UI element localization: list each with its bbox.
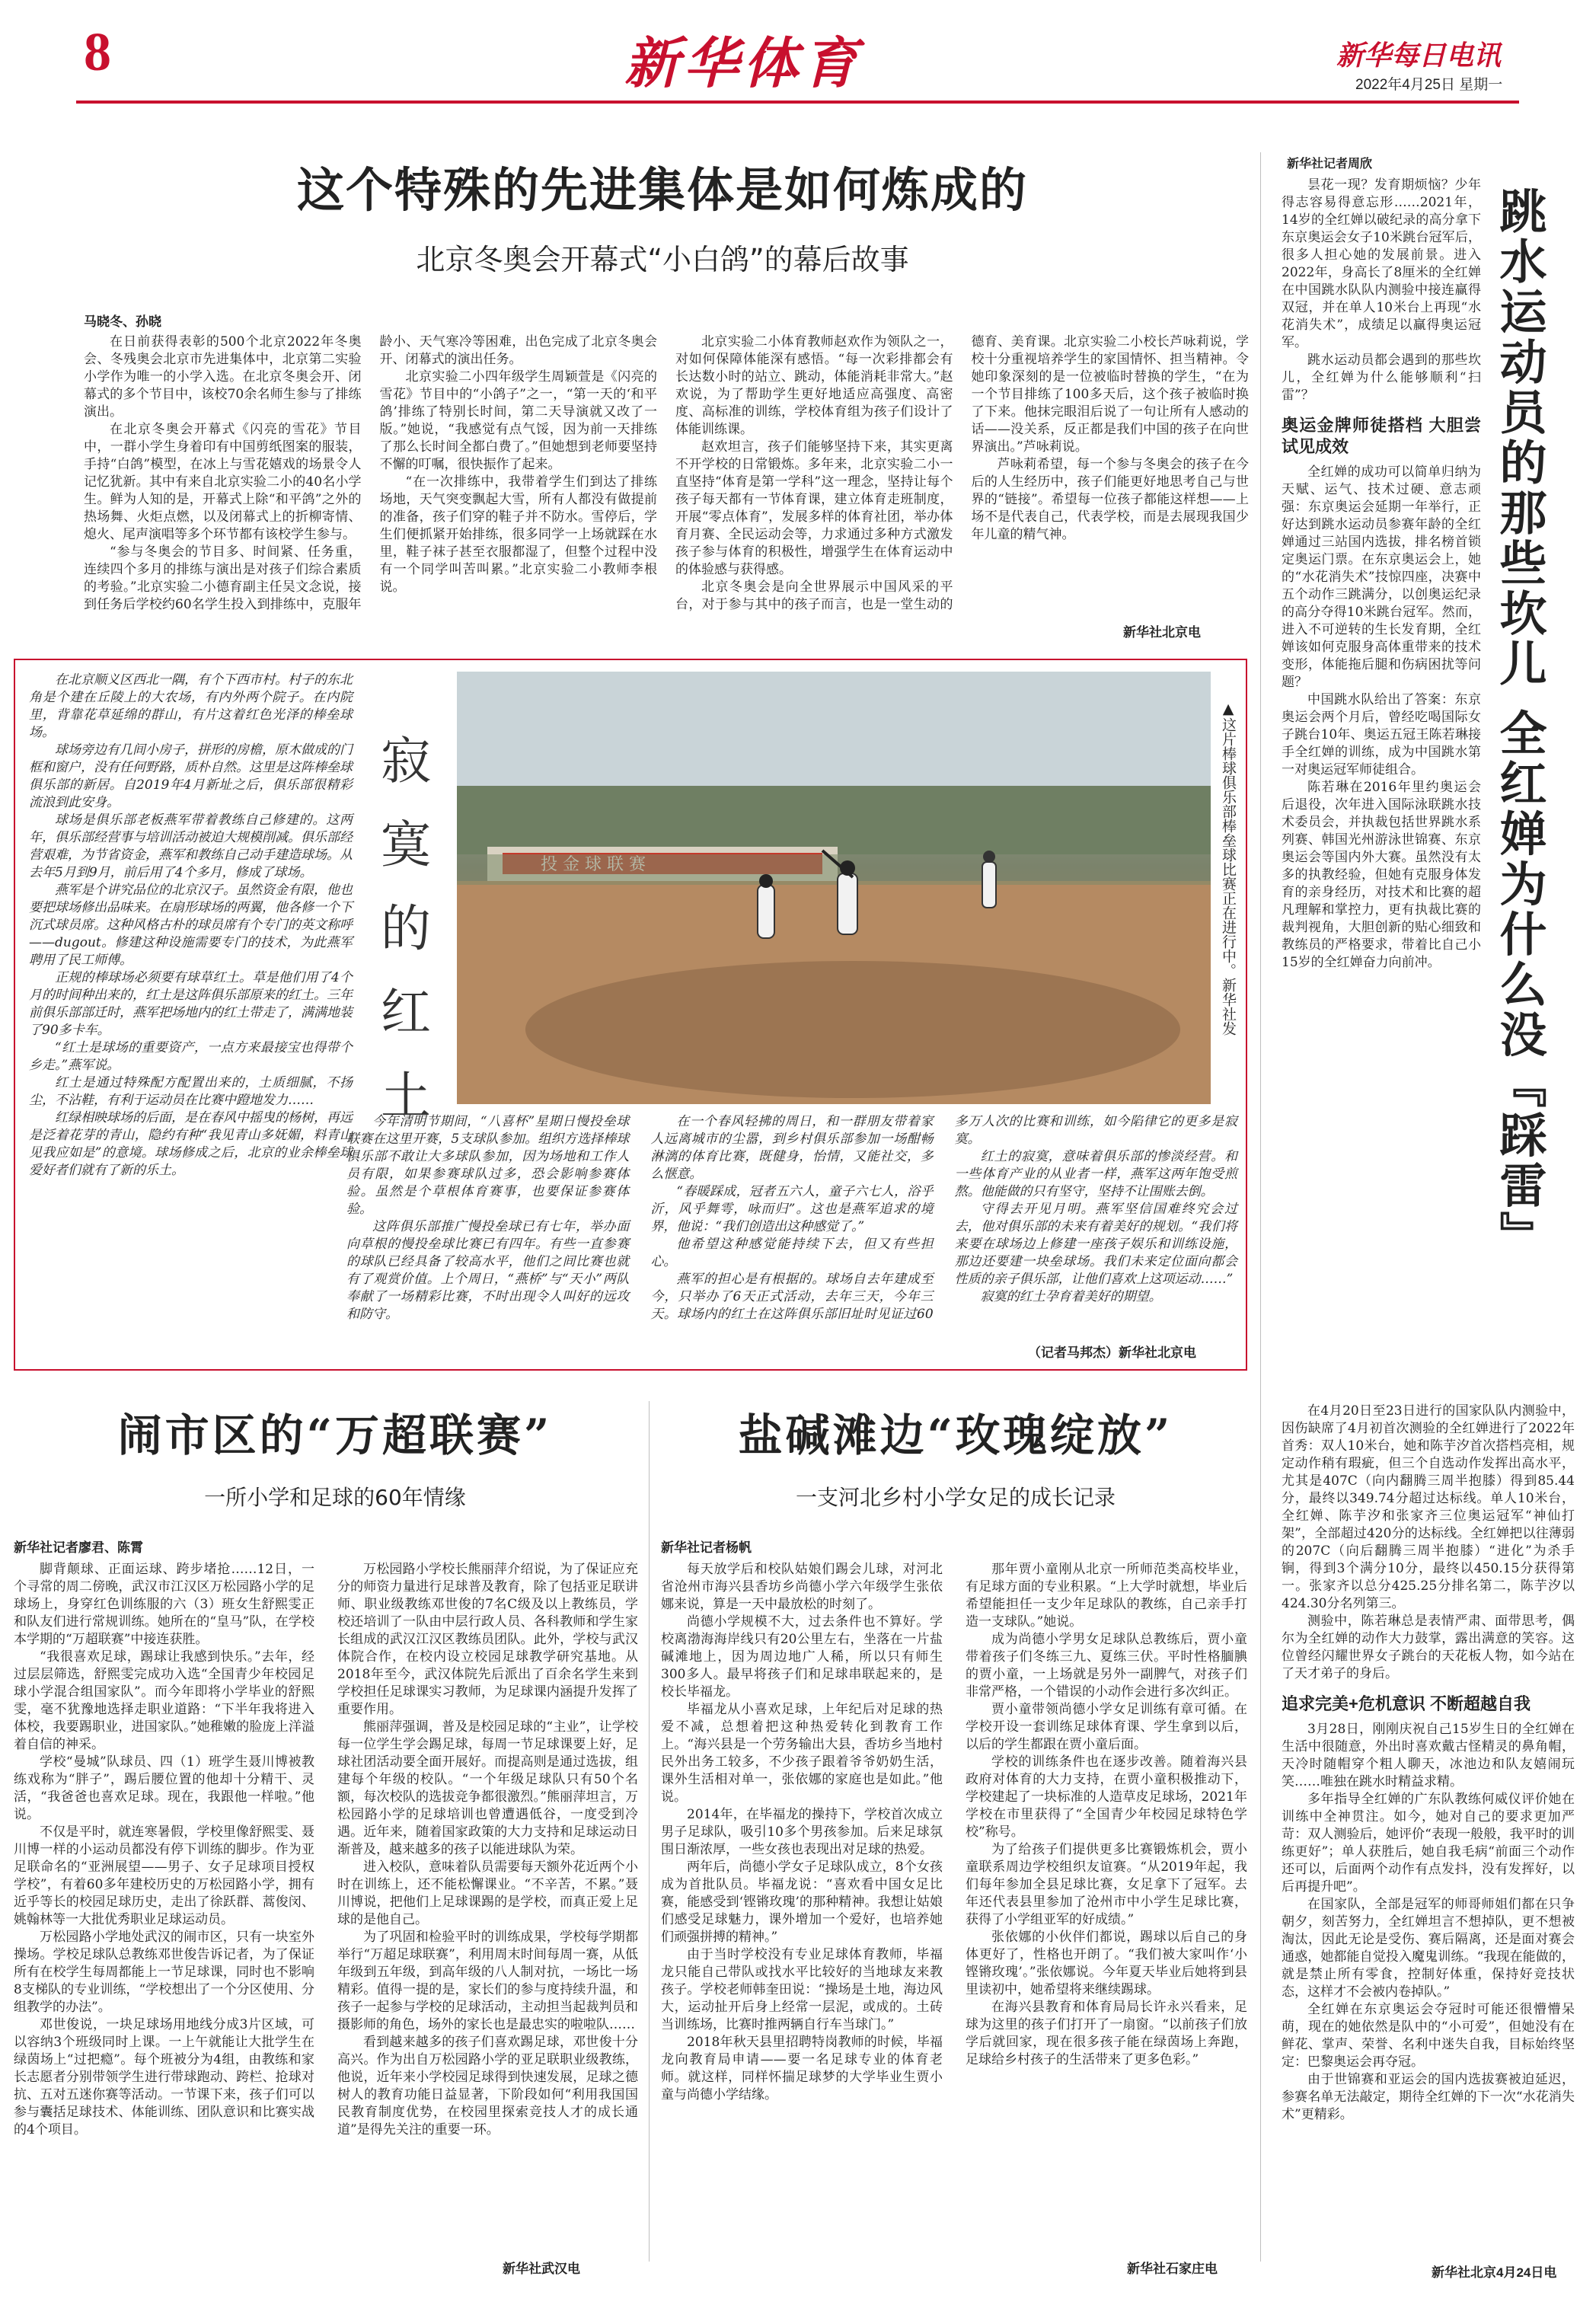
story-left-paragraph: 邓世俊说，一块足球场用地线分成3片区域，可以容纳3个班级同时上课。一上午就能让大批学生在绿茵场上“过把瘾”。每个班被分为4组，由教练和家长志愿者分别带领学生进行带球跑动、跨栏、抢球对抗、五对五迷你赛等活动。一节课下来，孩子们可以参与囊括足球技术、体能训练、团队意识和比赛实战的4个项目。 — [14, 2017, 314, 2137]
feature-credit: （记者马邦杰）新华社北京电 — [1028, 1346, 1196, 1360]
story-right-paragraph: 毕福龙从小喜欢足球，上年纪后对足球的热爱不减，总想着把这种热爱转化到教育工作上。“海兴县是一个劳务输出大县，香坊乡当地村民外出务工较多，不少孩子跟着爷爷奶奶生活，课外生活相对单一，张依娜的家庭也是如此。”他说。 — [661, 1702, 943, 1805]
lead-byline: 马晓冬、孙晓 — [84, 314, 161, 329]
story-left-byline: 新华社记者廖君、陈霄 — [14, 1540, 143, 1555]
side-paragraph: 在国家队，全部是冠军的师哥师姐们都在只争朝夕，刻苦努力，全红婵坦言不想掉队，更不想被淘汰，因此无论是受伤、赛后隔离，还是面对赛会通惑，她都能自觉投入魔鬼训练。“我现在能做的，就是禁止所有零食，控制好体重，保持好竞技状态，这样才不会被内卷掉队。” — [1282, 1897, 1575, 2000]
lead-credit: 新华社北京电 — [1123, 625, 1201, 640]
story-left-paragraph: 学校“曼城”队球员、四（1）班学生聂川博被教练戏称为“胖子”，踢后腰位置的他却十分精干、灵活，“我爸爸也喜欢足球。现在，我跟他一样啦。”他说。 — [14, 1754, 314, 1822]
story-left-credit: 新华社武汉电 — [503, 2262, 580, 2276]
story-left-subtitle: 一所小学和足球的60年情缘 — [204, 1485, 466, 1510]
section-title: 新华体育 — [624, 30, 863, 95]
lead-title: 这个特殊的先进集体是如何炼成的 — [296, 162, 1028, 218]
lead-body — [84, 334, 1249, 638]
feature-paragraph: 在一个春风轻拂的周日，和一群朋友带着家人远离城市的尘嚣，到乡村俱乐部参加一场酣畅淋漓的体育比赛，既健身，怡情，又能社交，多么惬意。 — [650, 1114, 934, 1182]
side-paragraph: 测验中，陈若琳总是表情严肃、面带思考，偶尔为全红婵的动作大力鼓掌，露出满意的笑容。这位曾经闪耀世界女子跳台的天花板人物，如今站在了天才弟子的身后。 — [1282, 1614, 1575, 1681]
side-paragraph: 陈若琳在2016年里约奥运会后退役，次年进入国际泳联跳水技术委员会，并执裁包括世界跳水系列赛、韩国光州游泳世锦赛、东京奥运会等国内外大赛。虽然没有太多的执教经验，但她有克服身体发育的亲身经历，对技术和比赛的超凡理解和掌控力，更有执裁比赛的裁判视角，大胆创新的贴心细致和教练员的严格要求，带着比自己小15岁的全红婵奋力向前冲。 — [1282, 780, 1481, 970]
paper-name: 新华每日电讯 — [1336, 40, 1502, 72]
feature-body-right — [346, 1113, 1237, 1342]
feature-paragraph: 寂寞的红土孕育着美好的期望。 — [980, 1289, 1162, 1304]
page-number: 8 — [84, 21, 111, 82]
baseball-photo-art — [457, 672, 1211, 1104]
story-left-paragraph: 万松园路小学地处武汉的闹市区，只有一块室外操场。学校足球队总教练邓世俊告诉记者，为了保证所有在校学生每周都能上一节足球课，同时也不影响8支梯队的专业训练，“学校想出了一个分区使用、分组教学的办法”。 — [14, 1930, 314, 2015]
feature-paragraph: 红绿相映球场的后面，是在春风中摇曳的杨树，再远是泛着花芽的青山，隐约有种“我见青山多妩媚，料青山见我应如是”的意境。球场修成之后，北京的业余棒垒球爱好者们就有了新的乐土。 — [29, 1110, 353, 1178]
photo-caption: ▲这片棒球俱乐部棒垒球比赛正在进行中。新华社发 — [1220, 701, 1237, 1036]
masthead-rule — [76, 101, 1519, 104]
side-paragraph: 由于世锦赛和亚运会的国内选拔赛被迫延迟，参赛名单无法敲定，期待全红婵的下一次“水花消失术”更精彩。 — [1282, 2072, 1575, 2122]
side-subhead: 奥运金牌师徒搭档 大胆尝试见成效 — [1282, 416, 1481, 456]
story-right-paragraph: 成为尚德小学男女足球队总教练后，贾小童带着孩子们冬练三九、夏练三伏。平时性格腼腆的贾小童，一上场就是另外一副脾气，对孩子们非常严格，一个错误的小动作会进行多次纠正。 — [966, 1632, 1247, 1700]
side-paragraph: 全红婵的成功可以简单归纳为天赋、运气、技术过硬、意志顽强：东京奥运会延期一年举行，正好达到跳水运动员参赛年龄的全红婵通过三站国内选拔，排名榜首锁定奥运门票。在东京奥运会上，她的“水花消失术”技惊四座，决赛中五个动作三跳满分，以创奥运纪录的高分夺得10米跳台冠军。然而，进入不可逆转的生长发育期，全红婵该如何克服身高体重带来的技术变形，体能拖后腿和伤病困扰等问题？ — [1282, 464, 1481, 690]
story-right-paragraph: 2014年，在毕福龙的操持下，学校首次成立男子足球队，吸引10多个男孩参加。后来足球氛围日渐浓厚，一些女孩也表现出对足球的热爱。 — [661, 1807, 943, 1857]
story-left-paragraph: 为了巩固和检验平时的训练成果，学校每学期都举行“万超足球联赛”，利用周末时间每周一赛，从低年级到五年级，到高年级的八人制对抗，一场比一场精彩。值得一提的是，家长们的参与度持续升温，和孩子一起参与学校的足球活动，主动担当起裁判员和摄影师的角色，场外的家长也是最忠实的啦啦队…… — [337, 1930, 638, 2032]
story-right-subtitle: 一支河北乡村小学女足的成长记录 — [795, 1485, 1116, 1510]
story-left-paragraph: 熊丽萍强调，普及是校园足球的“主业”，让学校每一位学生学会踢足球，每周一节足球课要上好，足球社团活动要全面开展好。而提高则是通过选拔，组建每个年级的校队。“一个年级足球队只有50个名额，每次校队的选拔竞争都很激烈。”熊丽萍坦言，万松园路小学的足球培训也曾遭遇低谷，一度受到冷遇。近年来，随着国家政策的大力支持和足球运动日渐普及，越来越多的孩子以能进球队为荣。 — [337, 1719, 638, 1857]
story-left-paragraph: 脚背颠球、正面运球、跨步堵抢……12日，一个寻常的周二傍晚，武汉市江汉区万松园路小学的足球场上，身穿红色训练服的六（3）班女生舒熙雯正和队友们进行常规训练。她所在的“皇马”队，在学校本学期的“万超联赛”中接连获胜。 — [14, 1562, 314, 1647]
story-right-paragraph: 那年贾小童刚从北京一所师范类高校毕业，有足球方面的专业积累。“上大学时就想，毕业后希望能担任一支少年足球队的教练，自己亲手打造一支球队。”她说。 — [966, 1562, 1247, 1630]
feature-paragraph: 正规的棒球场必须要有球草红土。草是他们用了4个月的时间种出来的，红土是这阵俱乐部原来的红土。三年前俱乐部部迁时，燕军把场地内的红土带走了，满满地装了90多卡车。 — [29, 970, 353, 1038]
feature-paragraph: 在北京顺义区西北一隅，有个下西市村。村子的东北角是个建在丘陵上的大农场，有内外两个院子。在内院里，背靠花草延绵的群山，有片这着红色光泽的棒垒球场。 — [29, 672, 353, 740]
feature-title-char: 红 — [381, 983, 431, 1042]
issue-date: 2022年4月25日 星期一 — [1355, 77, 1503, 93]
story-right-paragraph: 两年后，尚德小学女子足球队成立，8个女孩成为首批队员。毕福龙说：“喜欢看中国女足比赛，能感受到‘铿锵玫瑰’的那种精神。我想让姑娘们感受足球魅力，课外增加一个爱好，也培养她们顽强拼搏的精神。” — [661, 1859, 943, 1945]
lead-paragraph: 在北京冬奥会开幕式《闪亮的雪花》节目中，一群小学生身着印有中国剪纸图案的服装，手持“白鸽”模型，在冰上与雪花嬉戏的场景令人记忆犹新。其中有来自北京实验二小的40名小学生。鲜为人知的是，开幕式上除“和平鸽”之外的热场舞、火炬点燃，以及闭幕式上的折柳寄情、熄火、尾声演唱等多个环节都有该校学生参与。 — [84, 422, 362, 542]
lead-paragraph: “在一次排练中，我带着学生们到达了排练场地，天气突变飘起大雪，所有人都没有做提前的准备，孩子们穿的鞋子并不防水。雪停后，学生们便抓紧开始排练，很多同学一上场就踩在水里，鞋子袜子甚至衣服都湿了，但整个过程中没有一个同学叫苦叫累。”北京实验二小教师李根说。 — [379, 474, 657, 595]
feature-paragraph: 他希望这种感觉能持续下去，但又有些担心。 — [650, 1237, 934, 1269]
side-paragraph: 昙花一现？发育期烦恼？少年得志容易得意忘形……2021年，14岁的全红婵以破纪录的高分拿下东京奥运会女子10米跳台冠军后，很多人担心她的发展前景。进入2022年，身高长了8厘米的全红婵在中国跳水队队内测验中接连赢得双冠，并在单人10米台上再现“水花消失术”，成绩足以赢得奥运冠军。 — [1282, 177, 1481, 350]
story-right-paragraph: 在海兴县教育和体育局局长许永兴看来，足球为这里的孩子们打开了一扇窗。“以前孩子们放学后就回家，现在很多孩子能在绿茵场上奔跑，足球给乡村孩子的生活带来了更多色彩。” — [966, 2000, 1247, 2067]
feature-paragraph: “红土是球场的重要资产，一点方来最接宝也得带个乡走。”燕军说。 — [29, 1040, 353, 1073]
feature-title-char: 土 — [381, 1067, 431, 1125]
story-right-paragraph: 学校的训练条件也在逐步改善。随着海兴县政府对体育的大力支持，在贾小童积极推动下，学校建起了一块标准的人造草皮足球场，2021年学校在市里获得了“全国青少年校园足球特色学校”称号。 — [966, 1754, 1247, 1840]
lead-paragraph: “参与冬奥会的节目多、时间紧、任务重，连续四个多月的排练与演出是对孩子们综合素质的考验。”北京实验二小德育副主任吴文念说，接到任务后学校约60名学生投入到排练中，克服年龄小、天气寒冷等困难，出色完成了北京冬奥会开、闭幕式的演出任务。 — [84, 334, 657, 612]
baseball-photo — [457, 672, 1211, 1104]
story-right-credit: 新华社石家庄电 — [1127, 2262, 1218, 2276]
feature-paragraph: “春暖踩成，冠者五六人，童子六七人，浴乎沂，风乎舞雩，咏而归”。这也是燕军追求的境界，他说：“我们创造出这种感觉了。” — [650, 1184, 934, 1234]
story-right-paragraph: 尚德小学规模不大，过去条件也不算好。学校离渤海海岸线只有20公里左右，坐落在一片盐碱滩地上，因为周边地广人稀，所以只有师生300多人。最早将孩子们和足球串联起来的，是校长毕福龙。 — [661, 1614, 943, 1700]
feature-body-left — [29, 672, 353, 1357]
side-body-lower — [1282, 1403, 1575, 2255]
side-paragraph: 在4月20日至23日进行的国家队队内测验中，因伤缺席了4月初首次测验的全红婵进行了2022年首秀：双人10米台，她和陈芋汐首次搭档亮相，规定动作稍有瑕疵，但三个自选动作发挥出高水平，尤其是407C（向内翻腾三周半抱膝）得到85.44分，最终以349.74分超过达标线。单人10米台，全红婵、陈芋汐和张家齐三位奥运冠军“神仙打架”，全部超过420分的达标线。全红婵把以往薄弱的207C（向后翻腾三周半抱膝）“进化”为杀手锏，得到3个满分10分，最终以450.15分获得第一。张家齐以总分425.25分排名第二，陈芋汐以424.30分名列第三。 — [1282, 1403, 1575, 1611]
feature-paragraph: 这阵俱乐部推广慢投垒球已有七年，举办面向草根的慢投垒球比赛已有四年。有些一直参赛的球队已经具备了较高水平，他们之间比赛也就有了观赏价值。上个周日，“燕桥”与“天小”两队奉献了一场精彩比赛，不时出现令人叫好的远攻和防守。 — [346, 1219, 630, 1322]
side-title: 跳水运动员的那些坎儿 全红婵为什么没『踩雷』 — [1492, 187, 1547, 1262]
story-left-paragraph: 进入校队，意味着队员需要每天额外花近两个小时在训练上，还不能松懈课业。“不辛苦，不累。”聂川博说，把他们上足球课踢的是学校，而真正爱上足球的是他自己。 — [337, 1859, 638, 1927]
story-left-paragraph: 不仅是平时，就连寒暑假，学校里像舒熙雯、聂川博一样的小运动员都没有停下训练的脚步。作为亚足联命名的“亚洲展望——男子、女子足球项目授权学校”，有着60多年建校历史的万松园路小学，拥有近乎等长的校园足球历史，走出了徐跃群、蒿俊闵、姚翰林等一大批优秀职业足球运动员。 — [14, 1824, 314, 1927]
side-credit: 新华社北京4月24日电 — [1432, 2265, 1557, 2280]
feature-paragraph: 燕军的担心是有根据的。球场自去年建成至今，只举办了6天正式活动，去年三天，今年三天。球场内的红土在这阵俱乐部旧址时见证过60多万人次的比赛和训练，如今陷律它的更多是寂寞。 — [650, 1114, 1237, 1322]
story-left-paragraph: 万松园路小学校长熊丽萍介绍说，为了保证应充分的师资力量进行足球普及教育，除了包括亚足联讲师、职业级教练邓世俊的7名C级及以上教练员，学校还培训了一队由中层行政人员、各科教师和学生家长组成的武汉江汉区教练员团队。此外，学校与武汉体院合作，在校内设立校园足球教学研究基地。从2018年至今，武汉体院先后派出了百余名学生来到学校担任足球课实习教师，为足球课内涵提升发挥了重要作用。 — [337, 1562, 638, 1717]
side-body — [1282, 177, 1481, 1403]
lead-paragraph: 北京实验二小体育教师赵欢作为领队之一，对如何保障体能深有感悟。“每一次彩排都会有长达数小时的站立、跳动，体能消耗非常大。”赵欢说，为了帮助学生更好地适应高强度、高密度、高标准的训练，学校体育组为孩子们设计了体能训练课。 — [675, 334, 953, 437]
feature-paragraph: 红土是通过特殊配方配置出来的，土质细腻，不扬尘，不沾鞋，有利于运动员在比赛中蹬地发力…… — [29, 1075, 353, 1108]
side-divider — [1260, 152, 1261, 2262]
feature-title-char: 寞 — [381, 816, 431, 874]
lead-paragraph: 北京实验二小四年级学生周颖萱是《闪亮的雪花》节目中的“小鸽子”之一，“第一天的‘和平鸽’排练了特别长时间，第二天导演就又改了一版。”她说，“我感觉有点气馁，因为前一天排练了那么长时间全都白费了。”但她想到老师要坚持不懈的叮嘱，很快振作了起来。 — [379, 369, 657, 472]
lead-paragraph: 赵欢坦言，孩子们能够坚持下来，其实更离不开学校的日常锻炼。多年来，北京实验二小一直坚持“体育是第一学科”这一理念，坚持让每个孩子每天都有一节体育课，建立体育走班制度，开展“零点体育”，发展多样的体育社团，举办体育月赛、全民运动会等，力求通过多种方式激发孩子参与体育的积极性，增强学生在体育运动中的体验感与获得感。 — [675, 439, 953, 577]
feature-paragraph: 守得去开见月明。燕军坚信国难终究会过去，他对俱乐部的未来有着美好的规划。“我们将来要在球场边上修建一座孩子娱乐和训练设施，那边还要建一块垒球场。我们未来定位面向都会性质的亲子俱乐部，让他们喜欢上这项运动……” — [954, 1202, 1237, 1287]
side-byline: 新华社记者周欣 — [1287, 158, 1373, 171]
side-paragraph: 3月28日，刚刚庆祝自己15岁生日的全红婵在生活中很随意，外出时喜欢戴古怪精灵的鼻角帽，天冷时随帽穿个粗人聊天，冰池边和队友嬉闹玩笑……唯独在跳水时精益求精。 — [1282, 1722, 1575, 1789]
story-left-body — [14, 1561, 638, 2254]
story-right-paragraph: 每天放学后和校队姑娘们踢会儿球，对河北省沧州市海兴县香坊乡尚德小学六年级学生张依娜来说，算是一天中最放松的时刻了。 — [661, 1562, 943, 1612]
feature-paragraph: 今年清明节期间，“八喜杯”星期日慢投垒球联赛在这里开赛，5支球队参加。组织方选择棒球俱乐部不敢让大多球队参加，因为场地和工作人员有限，如果参赛球队过多，恐会影响参赛体验。虽然是个草根体育赛事，也要保证参赛体验。 — [346, 1114, 630, 1217]
lead-paragraph: 北京冬奥会是向全世界展示中国风采的平台，对于参与其中的孩子而言，也是一堂生动的德育、美育课。北京实验二小校长芦咏莉说，学校十分重视培养学生的家国情怀、担当精神。令她印象深刻的是一位被临时替换的学生，“在为一个节目排练了100多天后，这个孩子被临时换了下来。他抹完眼泪后说了一句让所有人感动的话——没关系，反正都是我们中国的孩子在向世界演出。”芦咏莉说。 — [675, 334, 1249, 612]
lead-paragraph: 在日前获得表彰的500个北京2022年冬奥会、冬残奥会北京市先进集体中，北京第二实验小学作为唯一的小学入选。在北京冬奥会开、闭幕式的多个节目中，该校70余名师生参与了排练演出。 — [84, 334, 362, 420]
feature-paragraph: 燕军是个讲究品位的北京汉子。虽然资金有限，他也要把球场修出品味来。在扇形球场的两翼，他各修一个下沉式球员席。这种风格古朴的球员席有个专门的英文称呼——dugout。修建这种设施需要专门的技术，为此燕军聘用了民工师傅。 — [29, 883, 353, 968]
story-left-paragraph: 看到越来越多的孩子们喜欢踢足球，邓世俊十分高兴。作为出自万松园路小学的亚足联职业级教练，他说，近年来小学校园足球得到快速发展，足球之德树人的教育功能日益显著，下阶段如何“利用我国国民教育制度优势，在校园里探索竞技人才的成长通道”是得先关注的重要一环。 — [337, 2035, 638, 2137]
feature-title-char: 寂 — [381, 732, 431, 790]
side-subhead: 追求完美+危机意识 不断超越自我 — [1282, 1694, 1531, 1713]
story-right-paragraph: 张依娜的小伙伴们都说，踢球以后自己的身体更好了，性格也开朗了。“我们被大家叫作‘小铿锵玫瑰’。”张依娜说。今年夏天毕业后她将到县里读初中，她希望将来继续踢球。 — [966, 1930, 1247, 1997]
story-divider — [649, 1401, 650, 2262]
story-right-title: 盐碱滩边“玫瑰绽放” — [738, 1409, 1173, 1461]
lead-subtitle: 北京冬奥会开幕式“小白鸽”的幕后故事 — [416, 243, 909, 276]
story-right-paragraph: 由于当时学校没有专业足球体育教师，毕福龙只能自己带队或找水平比较好的当地球友来教孩子。学校老师韩奎田说：“操场是土地，海边风大，运动扯开后身上经常一层泥，或成的。土砖当训练场，比赛时推两辆自行车当球门。” — [661, 1947, 943, 2032]
story-right-byline: 新华社记者杨帆 — [661, 1540, 752, 1555]
story-right-paragraph: 贾小童带领尚德小学女足训练有章可循。在学校开设一套训练足球体育课、学生拿到以后，以后的学生都跟在贾小童后面。 — [966, 1702, 1247, 1752]
story-right-paragraph: 2018年秋天县里招聘特岗教师的时候，毕福龙向教育局申请——要一名足球专业的体育老师。就这样，同样怀揣足球梦的大学毕业生贾小童与尚德小学结缘。 — [661, 2035, 943, 2102]
side-paragraph: 跳水运动员都会遇到的那些坎儿，全红婵为什么能够顺利“扫雷”？ — [1282, 353, 1481, 403]
story-left-title: 闹市区的“万超联赛” — [117, 1409, 553, 1461]
feature-paragraph: 红土的寂寞，意味着俱乐部的惨淡经营。和一些体育产业的从业者一样，燕军这两年饱受煎熬。他能做的只有坚守，坚持不让围账去倒。 — [954, 1149, 1237, 1199]
lead-paragraph: 芦咏莉希望，每一个参与冬奥会的孩子在今后的人生经历中，孩子们能更好地思考自己与世界的“链接”。希望每一位孩子都能这样想——上场不是代表自己，代表学校，而是去展现我国少年儿童的精气神。 — [971, 457, 1249, 542]
side-paragraph: 多年指导全红婵的广东队教练何威仪评价她在训练中全神贯注。如今，她对自己的要求更加严苛：双人测验后，她评价“表现一般般，我平时的训练更好”；单人获胜后，她自我毛病“前面三个动作还可以，后面两个动作有点发抖，没有发挥好，以后再提升吧”。 — [1282, 1792, 1575, 1895]
story-right-paragraph: 为了给孩子们提供更多比赛锻炼机会，贾小童联系周边学校组织友谊赛。“从2019年起，我们每年参加全县足球比赛，女足拿下了冠军。去年还代表县里参加了沧州市中小学生足球比赛，获得了小学组亚军的好成绩。” — [966, 1842, 1247, 1927]
feature-title — [372, 720, 440, 1138]
feature-paragraph: 球场旁边有几间小房子，拼形的房檐，原木做成的门框和窗户，没有任何野路，质朴自然。这里是这阵棒垒球俱乐部的新居。自2019年4月新址之后，俱乐部很精彩流浪到此安身。 — [29, 742, 353, 810]
side-paragraph: 中国跳水队给出了答案：东京奥运会两个月后，曾经吃喝国际女子跳台10年、奥运五冠王陈若琳接手全红婵的训练，成为中国跳水第一对奥运冠军师徒组合。 — [1282, 692, 1481, 777]
feature-paragraph: 球场是俱乐部老板燕军带着教练自己修建的。这两年，俱乐部经营事与培训活动被迫大规模削减。俱乐部经营艰难，为节省资金，燕军和教练自己动手建造球场。从去年5月到9月，前后用了4个多月，修成了球场。 — [29, 812, 353, 880]
story-left-paragraph: “我很喜欢足球，踢球让我感到快乐。”去年，经过层层筛选，舒熙雯完成功入选“全国青少年校园足球小学混合组国家队”。而今年即将小学毕业的舒熙雯，毫不犹豫地选择走职业道路：“下半年我将进入体校，我要踢职业，进国家队。”她稚嫩的脸庞上洋溢着自信的神采。 — [14, 1649, 314, 1752]
feature-title-char: 的 — [381, 899, 431, 958]
side-paragraph: 全红婵在东京奥运会夺冠时可能还很懵懵呆萌，现在的她依然是队中的“小可爱”，但她没有在鲜花、掌声、荣誉、名利中迷失自我，目标始终坚定：巴黎奥运会再夺冠。 — [1282, 2002, 1575, 2070]
story-right-body — [661, 1561, 1247, 2254]
